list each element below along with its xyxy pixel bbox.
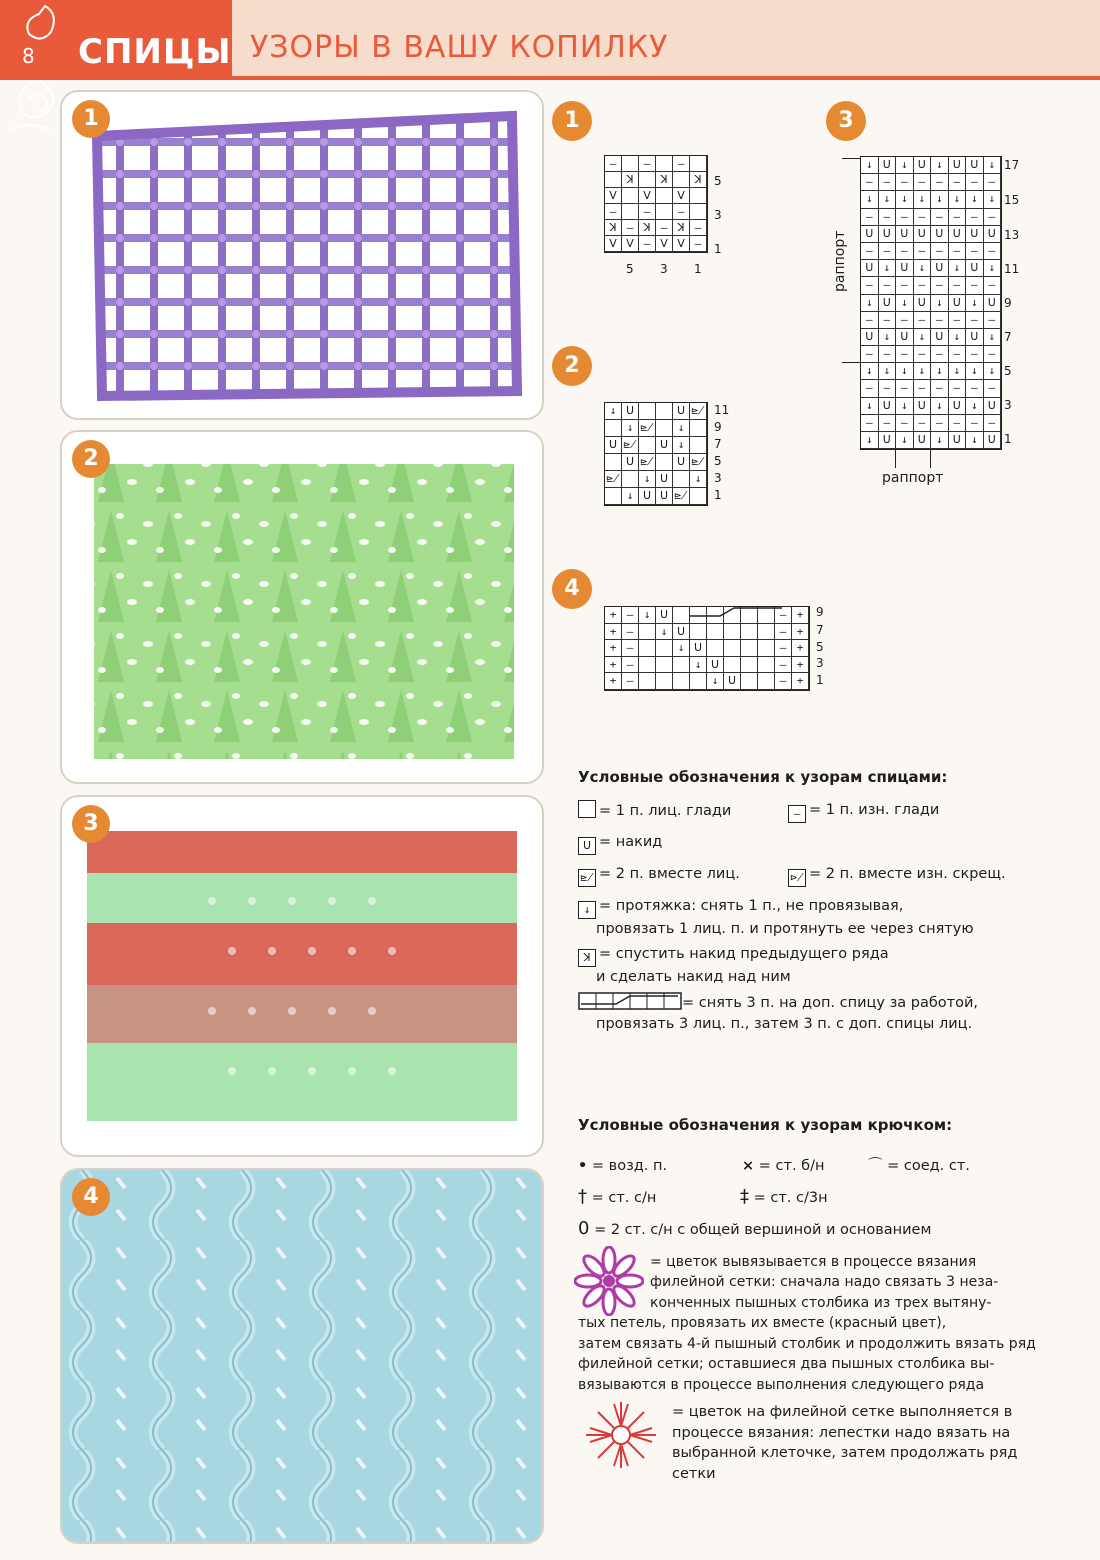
legend-drop-item: ꓘ = спустить накид предыдущего ряда и сделать накид над ним bbox=[578, 944, 889, 988]
purl-stitch-icon: — bbox=[788, 805, 806, 823]
photo-number-badge: 3 bbox=[72, 805, 110, 843]
legend-dc-item: † = ст. с/н bbox=[578, 1186, 657, 1207]
yarn-over-icon: ᑌ bbox=[578, 837, 596, 855]
chart-4-row-label: 9 bbox=[816, 605, 824, 619]
drop-yarn-over-icon: ꓘ bbox=[578, 949, 596, 967]
cluster-oval-icon: 0 bbox=[578, 1218, 590, 1239]
crochet-legend-heading: Условные обозначения к узорам крючком: bbox=[578, 1116, 953, 1134]
chart-1-col-label: 1 bbox=[694, 262, 702, 276]
legend-sc-item: × = ст. б/н bbox=[742, 1158, 825, 1174]
chart-3-row-label: 11 bbox=[1004, 262, 1020, 276]
chart-4-row-label: 3 bbox=[816, 656, 824, 670]
chart-2-row-label: 7 bbox=[714, 437, 722, 451]
photo-card-4 bbox=[60, 1168, 544, 1544]
legend-tr3-item: ‡ = ст. с/3н bbox=[740, 1186, 828, 1207]
chart-3-row-label: 7 bbox=[1004, 330, 1012, 344]
chart-4-grid: + — ↓ ᑌ — + + — ↓ ᑌ — + + — ↓ ᑌ — + + — ↓ ᑌ — + + — ↓ ᑌ — + bbox=[604, 606, 810, 691]
chart-4-badge: 4 bbox=[552, 569, 592, 609]
chain-dot-icon: • bbox=[578, 1158, 588, 1174]
chart-3-row-label: 5 bbox=[1004, 364, 1012, 378]
chart-3-row-label: 9 bbox=[1004, 296, 1012, 310]
chart-4-row-label: 1 bbox=[816, 673, 824, 687]
chart-1-col-label: 5 bbox=[626, 262, 634, 276]
chart-3-grid: ↓ ᑌ ↓ ᑌ ↓ ᑌ ᑌ ↓ — — — — — — — — ↓ ↓ ↓ ↓ ↓ ↓ ↓ ↓ — — — — — — — — ᑌ ᑌ ᑌ ᑌ ᑌ ᑌ ᑌ ᑌ — — — — — — — — ᑌ ↓ ᑌ ↓ ᑌ ↓ ᑌ ↓ — — — — — — — — ↓ ᑌ ↓ ᑌ ↓ ᑌ ↓ ᑌ — — — — — — — — ᑌ ↓ ᑌ ↓ ᑌ ↓ ᑌ ↓ — — — — — — — — ↓ ↓ ↓ ↓ ↓ ↓ ↓ ↓ — — — — — — — — ↓ ᑌ ↓ ᑌ ↓ ᑌ ↓ ᑌ — — — — — — — — ↓ ᑌ ↓ ᑌ ↓ ᑌ ↓ ᑌ bbox=[860, 156, 1002, 450]
knit-stitch-icon bbox=[578, 800, 596, 818]
legend-p2tog-item: ⋫ = 2 п. вместе изн. скрещ. bbox=[788, 864, 1006, 887]
page-number: 8 bbox=[22, 44, 35, 68]
filet-flower-icon bbox=[576, 1400, 666, 1470]
single-crochet-x-icon: × bbox=[742, 1158, 755, 1174]
page-title: УЗОРЫ В ВАШУ КОПИЛКУ bbox=[250, 30, 669, 65]
legend-flower-2-text: = цветок на филейной сетке выполняется в процессе вязания: лепестки надо вязать на выбранной клеточке, затем продолжать ряд сетки bbox=[672, 1404, 1018, 1482]
photo-card-2 bbox=[60, 430, 544, 784]
photo-card-3 bbox=[60, 795, 544, 1157]
rapport-tick-top bbox=[842, 158, 860, 159]
chart-2-row-label: 1 bbox=[714, 488, 722, 502]
legend-chain-item: • = возд. п. bbox=[578, 1158, 668, 1174]
legend-slip-item: ⌒ = соед. ст. bbox=[868, 1158, 970, 1174]
cable-crossing-icon bbox=[672, 606, 812, 624]
chart-1-row-label: 1 bbox=[714, 242, 722, 256]
chart-1-col-label: 3 bbox=[660, 262, 668, 276]
legend-flower-1-body: филейной сетки: сначала надо связать 3 неза- конченных пышных столбика из трех вытяну- тых петель, провязать их вместе (красный цвет), затем связать 4-й пышный столбик и продолжить вязать ряд филейной сетки; оставшиеся два пышных столбика вы- вязываются в процессе выполнения следующего ряда bbox=[578, 1274, 1036, 1393]
chart-3-row-label: 13 bbox=[1004, 228, 1020, 242]
legend-flower-1-text: = цветок вывязывается в процессе вязания bbox=[650, 1254, 977, 1270]
legend-purl-item: — = 1 п. изн. глади bbox=[788, 800, 939, 823]
photo-number-badge: 2 bbox=[72, 440, 110, 478]
swatch-2-image bbox=[82, 446, 522, 766]
legend-cable-item: = снять 3 п. на доп. спицу за работой, провязать 3 лиц. п., затем 3 п. с доп. спицы лиц. bbox=[578, 992, 978, 1035]
chart-2-row-label: 9 bbox=[714, 420, 722, 434]
section-label: СПИЦЫ bbox=[78, 32, 232, 72]
chart-3-row-label: 3 bbox=[1004, 398, 1012, 412]
legend-yo-item: ᑌ = накид bbox=[578, 832, 662, 855]
legend-k2tog-item: ⋭ = 2 п. вместе лиц. bbox=[578, 864, 740, 887]
photo-card-1 bbox=[60, 90, 544, 420]
chart-2-grid: ↓ ᑌ ᑌ ⋭ ↓ ⋭ ↓ ᑌ ⋭ ᑌ ↓ ᑌ ⋭ ᑌ ⋭ ⋭ ↓ ᑌ ↓ ↓ ᑌ ᑌ ⋭ bbox=[604, 402, 708, 506]
double-crochet-icon: † bbox=[578, 1186, 587, 1207]
k2tog-icon: ⋭ bbox=[578, 869, 596, 887]
chart-2-row-label: 11 bbox=[714, 403, 730, 417]
rapport-tick-left bbox=[895, 450, 896, 468]
chart-4-row-label: 7 bbox=[816, 623, 824, 637]
knit-legend-heading: Условные обозначения к узорам спицами: bbox=[578, 768, 948, 786]
triple-crochet-icon: ‡ bbox=[740, 1186, 749, 1207]
chart-1-row-label: 5 bbox=[714, 174, 722, 188]
photo-number-badge: 1 bbox=[72, 100, 110, 138]
photo-number-badge: 4 bbox=[72, 1178, 110, 1216]
swatch-1-image bbox=[82, 106, 522, 406]
chart-3-row-label: 17 bbox=[1004, 158, 1020, 172]
chart-1-row-label: 3 bbox=[714, 208, 722, 222]
legend-pull-item: ↓ = протяжка: снять 1 п., не провязывая, провязать 1 лиц. п. и протянуть ее через снятую bbox=[578, 896, 974, 940]
chart-2-badge: 2 bbox=[552, 346, 592, 386]
chart-2-row-label: 3 bbox=[714, 471, 722, 485]
chart-3-badge: 3 bbox=[826, 101, 866, 141]
rapport-vertical-label: раппорт bbox=[832, 230, 848, 292]
swatch-4-image bbox=[62, 1170, 542, 1542]
chart-3-row-label: 15 bbox=[1004, 193, 1020, 207]
chart-4-row-label: 5 bbox=[816, 640, 824, 654]
rapport-tick-right bbox=[930, 450, 931, 468]
chart-1-grid: — — — ꓘ ꓘ ꓘ ꓦ ꓦ ꓦ — — — ꓘ — ꓘ — ꓘ — ꓦ ꓦ — ꓦ ꓦ — bbox=[604, 155, 708, 253]
chart-3-row-label: 1 bbox=[1004, 432, 1012, 446]
rapport-horizontal-label: раппорт bbox=[882, 470, 944, 486]
cable-symbol-icon bbox=[578, 992, 682, 1010]
rapport-tick-bottom bbox=[842, 362, 860, 363]
p2tog-crossed-icon: ⋫ bbox=[788, 869, 806, 887]
slip-stitch-arc-icon: ⌒ bbox=[868, 1158, 883, 1174]
header-stripe bbox=[232, 76, 1100, 80]
slip-pull-icon: ↓ bbox=[578, 901, 596, 919]
chart-2-row-label: 5 bbox=[714, 454, 722, 468]
legend-knit-item: = 1 п. лиц. глади bbox=[578, 800, 731, 822]
legend-dc2-item: 0 = 2 ст. с/н с общей вершиной и основанием bbox=[578, 1218, 932, 1239]
chart-1-badge: 1 bbox=[552, 101, 592, 141]
swatch-3-image bbox=[82, 811, 522, 1131]
